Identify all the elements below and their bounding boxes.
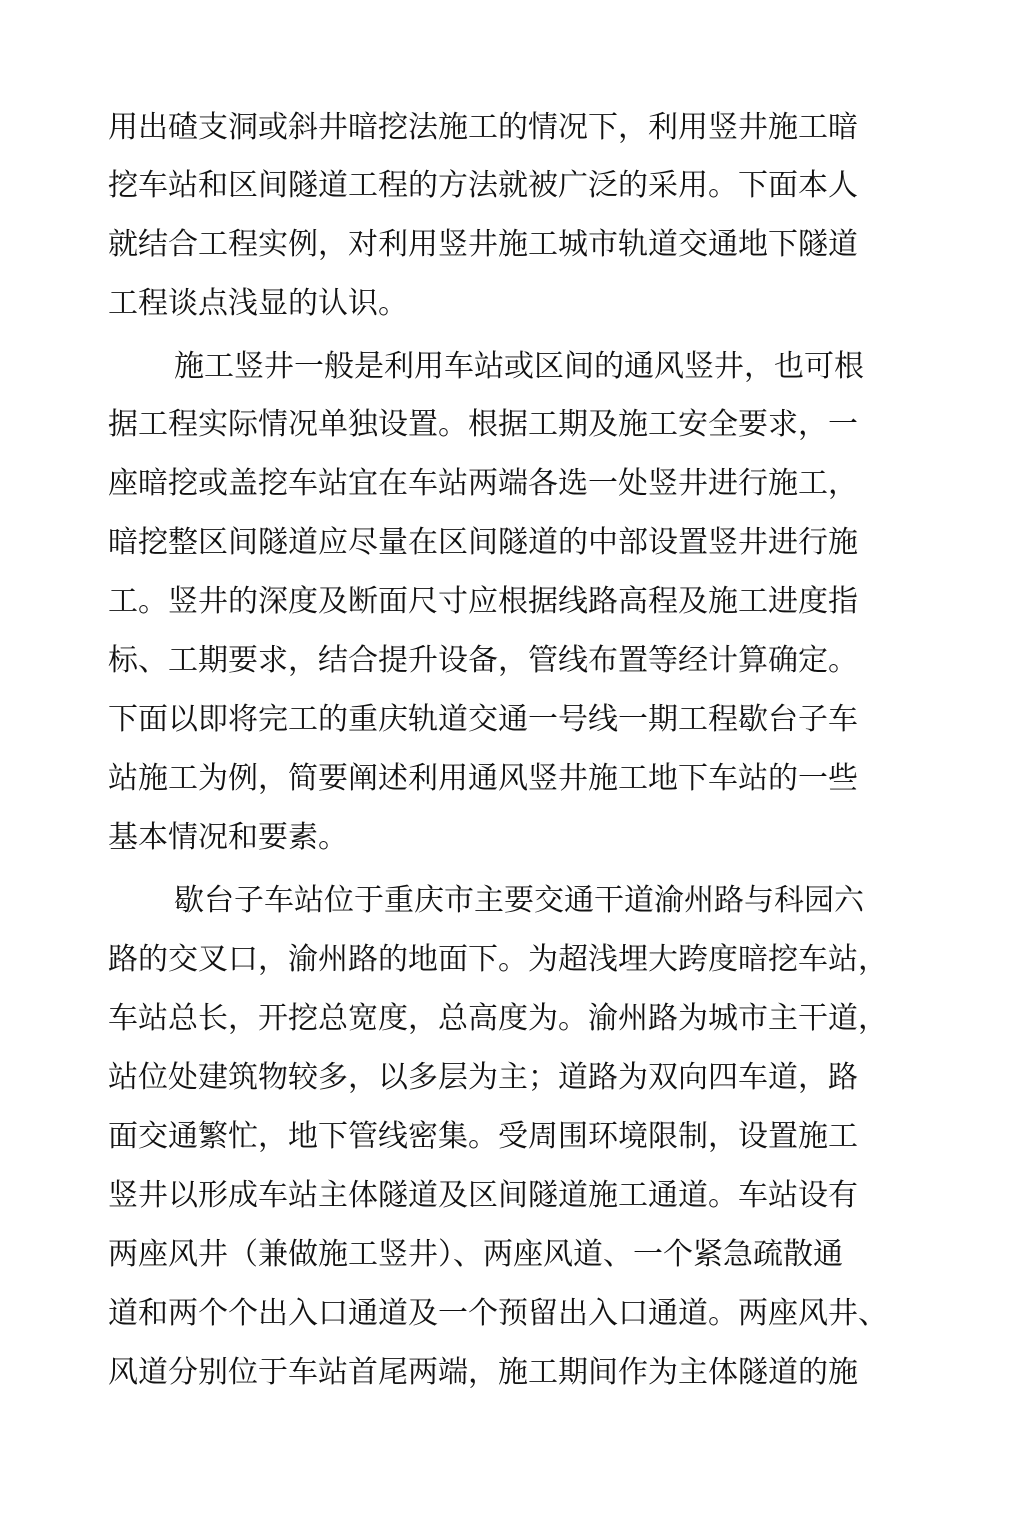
text-line: 据工程实际情况单独设置。根据工期及施工安全要求，一 [108,407,858,442]
text-line: 就结合工程实例，对利用竖井施工城市轨道交通地下隧道 [108,227,858,262]
text-line: 面交通繁忙，地下管线密集。受周围环境限制，设置施工 [108,1119,858,1154]
text-line: 工。竖井的深度及断面尺寸应根据线路高程及施工进度指 [108,584,858,619]
text-line: 施工竖井一般是利用车站或区间的通风竖井，也可根 [174,349,864,384]
text-line: 工程谈点浅显的认识。 [108,286,408,321]
text-line: 道和两个个出入口通道及一个预留出入口通道。两座风井、 [108,1296,888,1331]
text-line: 风道分别位于车站首尾两端，施工期间作为主体隧道的施 [108,1355,858,1390]
text-line: 两座风井（兼做施工竖井）、两座风道、一个紧急疏散通 [108,1237,843,1272]
text-line: 标、工期要求，结合提升设备，管线布置等经计算确定。 [108,643,858,678]
text-line: 下面以即将完工的重庆轨道交通一号线一期工程歇台子车 [108,702,858,737]
text-line: 基本情况和要素。 [108,820,348,855]
text-line: 竖井以形成车站主体隧道及区间隧道施工通道。车站设有 [108,1178,858,1213]
text-line: 歇台子车站位于重庆市主要交通干道渝州路与科园六 [174,883,864,918]
text-line: 站施工为例，简要阐述利用通风竖井施工地下车站的一些 [108,761,858,796]
text-line: 暗挖整区间隧道应尽量在区间隧道的中部设置竖井进行施 [108,525,858,560]
text-line: 站位处建筑物较多，以多层为主；道路为双向四车道，路 [108,1060,858,1095]
text-line: 路的交叉口，渝州路的地面下。为超浅埋大跨度暗挖车站， [108,942,888,977]
text-line: 车站总长，开挖总宽度，总高度为。渝州路为城市主干道， [108,1001,888,1036]
text-line: 挖车站和区间隧道工程的方法就被广泛的采用。下面本人 [108,168,858,203]
text-line: 用出碴支洞或斜井暗挖法施工的情况下，利用竖井施工暗 [108,110,858,145]
text-line: 座暗挖或盖挖车站宜在车站两端各选一处竖井进行施工， [108,466,858,501]
